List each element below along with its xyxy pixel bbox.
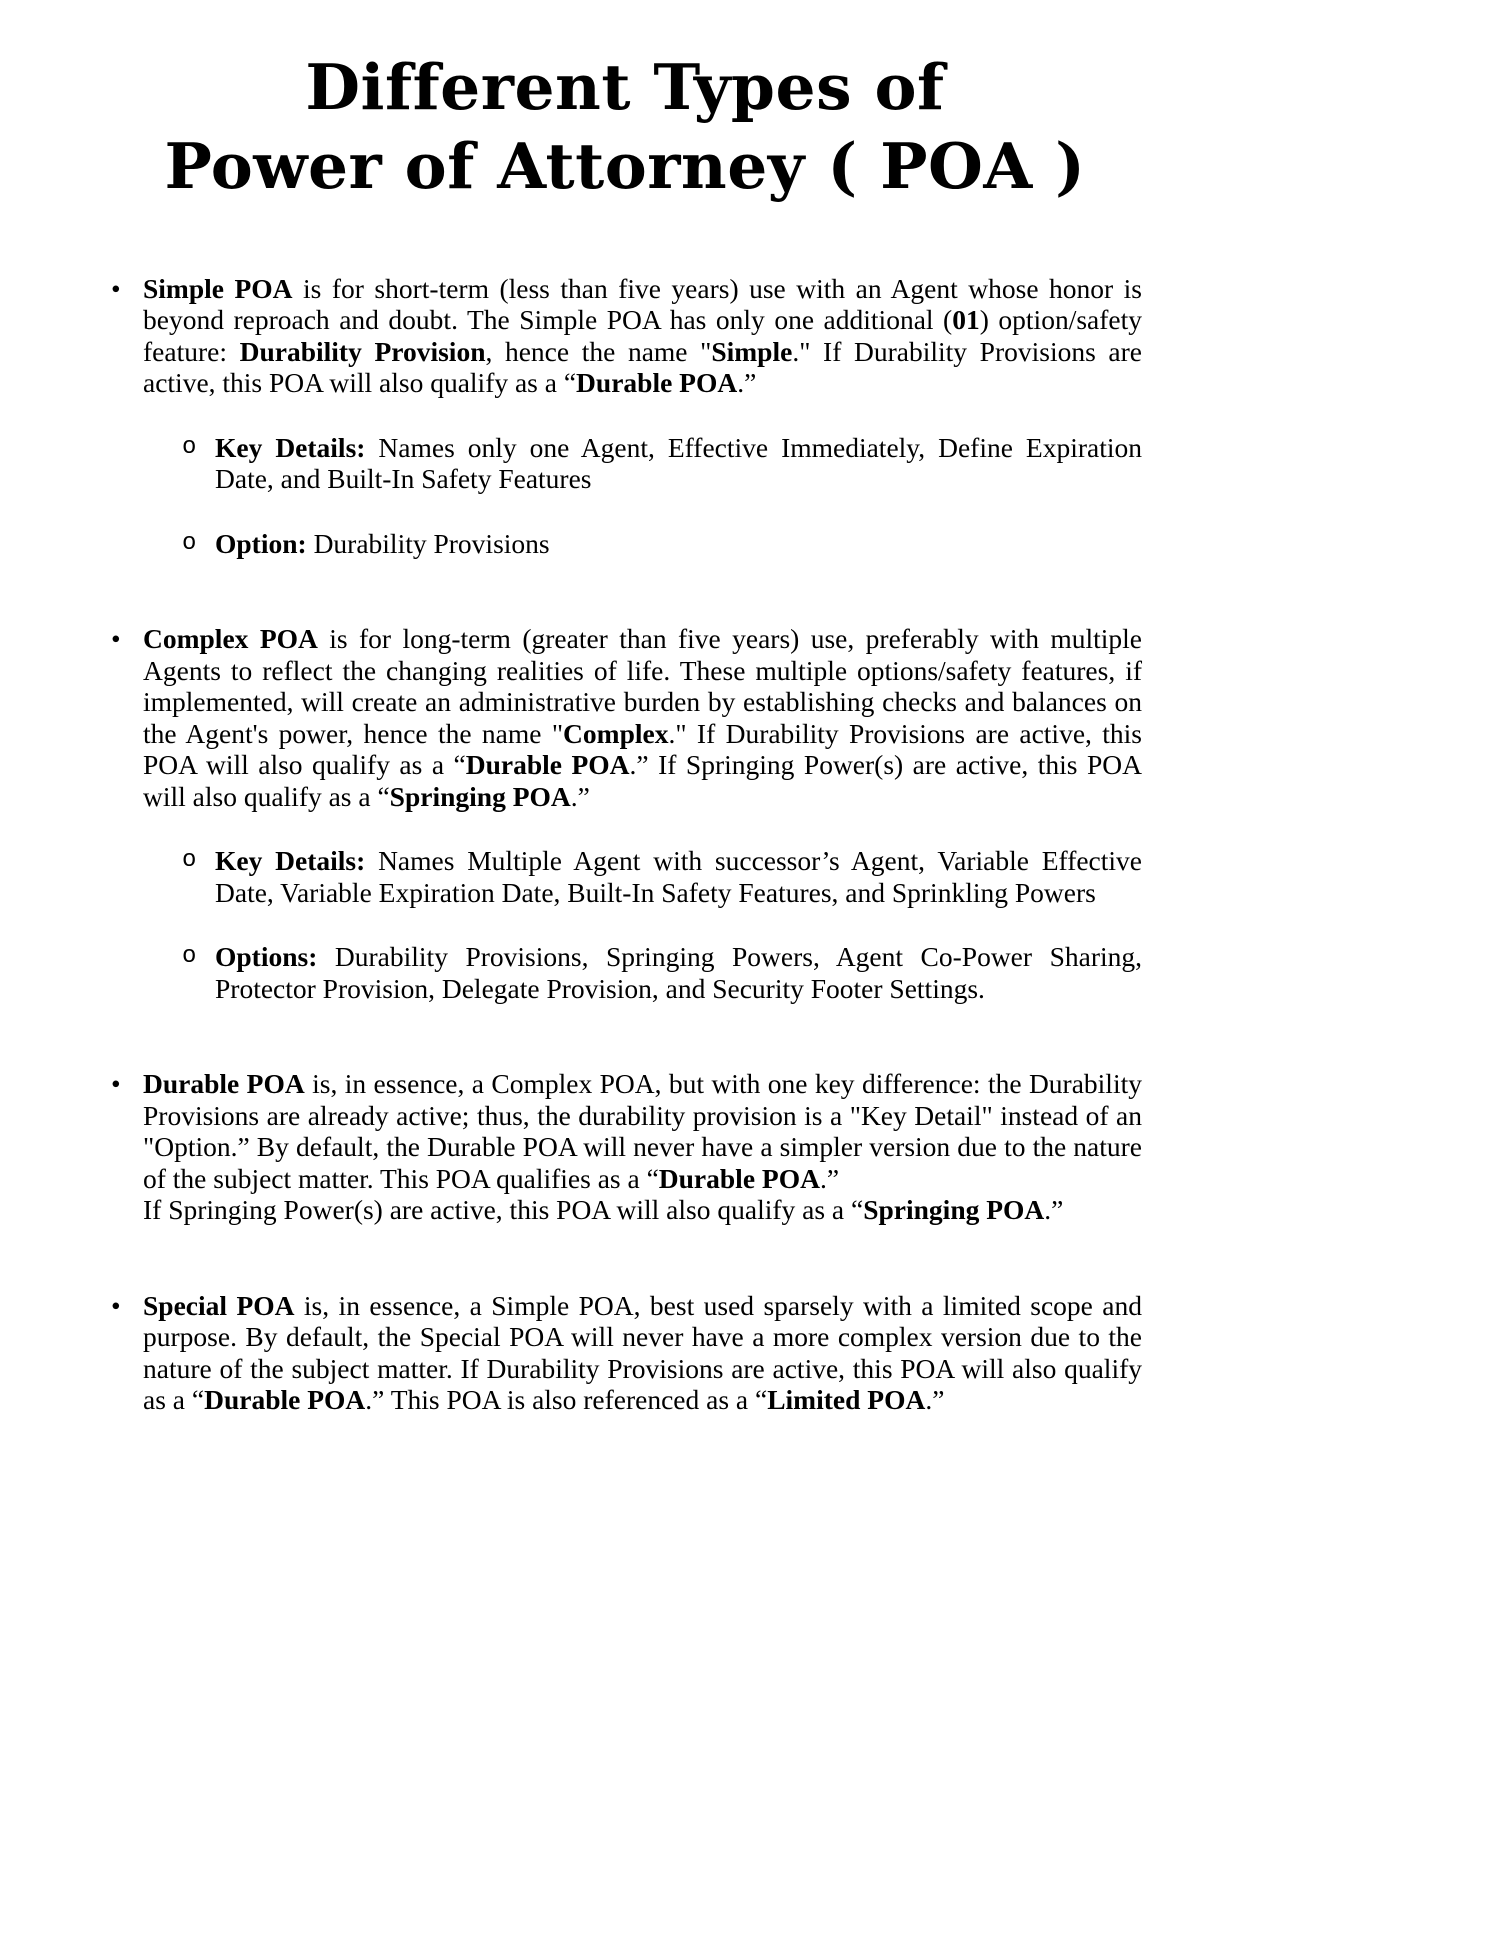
- bullet-icon: •: [111, 272, 121, 304]
- bullet-icon: •: [111, 623, 121, 655]
- special-poa-paragraph: Special POA is, in essence, a Simple POA, best used sparsely with a limited scope and purpose. By default, the Special POA will never have a more complex version due to the nature of the subject matter. If Durability Provisions are active, this POA will also qualify as a “Durable POA.” This POA is also referenced as a “Limited POA.”: [143, 1289, 1142, 1416]
- section-content: [143, 1290, 1142, 1416]
- durable-poa-paragraph: Durable POA is, in essence, a Complex POA, but with one key difference: the Durability Provisions are already active; thus, the durability provision is a "Key Detail" instead of an "Option.” By default, the Durable POA will never have a simpler version due to the nature of the subject matter. This POA qualifies as a “Durable POA.” If Springing Power(s) are active, this POA will also qualify as a “Springing POA.”: [143, 1068, 1142, 1226]
- simple-poa-option: Option: Durability Provisions: [215, 527, 550, 559]
- page-title-line-2: Power of Attorney ( POA ): [164, 129, 1086, 204]
- section-content: [143, 273, 1142, 560]
- section-complex-poa: [108, 623, 1142, 1004]
- section-content: [143, 623, 1142, 1004]
- page-title-line-1: Different Types of: [305, 50, 945, 124]
- section-special-poa: [108, 1290, 1142, 1416]
- sub-item-options: [143, 941, 1142, 1004]
- circle-bullet-icon: o: [182, 529, 197, 557]
- simple-poa-paragraph: Simple POA is for short-term (less than five years) use with an Agent whose honor is beyond reproach and doubt. The Simple POA has only one additional (01) option/safety feature: Durability Provision, hence the name "Simple." If Durability Provisions are active, this POA will also qualify as a “Durable POA.”: [143, 272, 1143, 399]
- document-body: [108, 273, 1142, 1416]
- bullet-icon: •: [111, 1289, 121, 1321]
- section-simple-poa: [108, 273, 1142, 560]
- complex-poa-paragraph: Complex POA is for long-term (greater than five years) use, preferably with multiple Agents to reflect the changing realities of life. These multiple options/safety features, if implemented, will create an administrative burden by establishing checks and balances on the Agent's power, hence the name "Complex." If Durability Provisions are active, this POA will also qualify as a “Durable POA.” If Springing Power(s) are active, this POA will also qualify as a “Springing POA.”: [143, 623, 1143, 812]
- complex-poa-key-details: Key Details: Names Multiple Agent with successor’s Agent, Variable Effective Date, Variable Expiration Date, Built-In Safety Features, and Sprinkling Powers: [215, 845, 1142, 908]
- sub-item-key-details: [143, 432, 1142, 495]
- page-title: [108, 48, 1142, 207]
- sub-item-option: [143, 528, 1142, 560]
- sub-item-key-details: [143, 845, 1142, 908]
- bullet-icon: •: [111, 1068, 121, 1100]
- section-durable-poa: [108, 1068, 1142, 1226]
- section-content: [143, 1068, 1142, 1226]
- circle-bullet-icon: o: [182, 943, 197, 971]
- circle-bullet-icon: o: [182, 847, 197, 875]
- simple-poa-key-details: Key Details: Names only one Agent, Effective Immediately, Define Expiration Date, and Built-In Safety Features: [215, 431, 1142, 495]
- complex-poa-options: Options: Durability Provisions, Springing Powers, Agent Co-Power Sharing, Protector Provision, Delegate Provision, and Security Footer Settings.: [215, 941, 1142, 1004]
- circle-bullet-icon: o: [182, 433, 197, 461]
